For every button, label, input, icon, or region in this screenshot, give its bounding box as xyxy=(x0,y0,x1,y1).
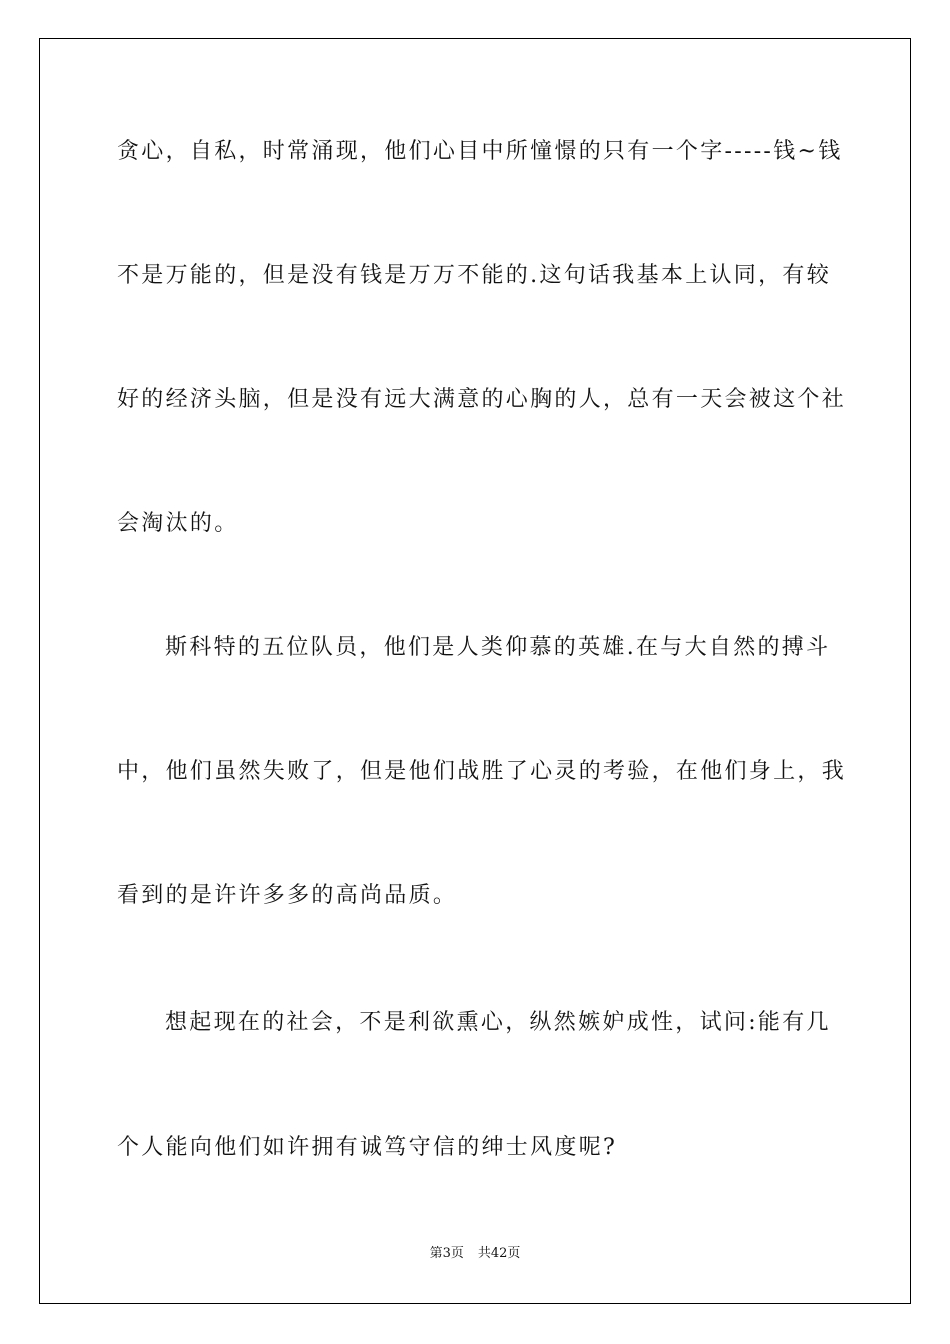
text-line: 会淘汰的。 xyxy=(117,511,239,536)
text-line: 斯科特的五位队员，他们是人类仰慕的英雄.在与大自然的搏斗 xyxy=(165,635,831,660)
page-footer xyxy=(0,1246,950,1262)
text-line: 好的经济头脑，但是没有远大满意的心胸的人，总有一天会被这个社 xyxy=(117,387,847,412)
page-total: 共42页 xyxy=(477,1246,521,1261)
page-number: 第3页 xyxy=(429,1246,464,1261)
text-line: 看到的是许许多多的高尚品质。 xyxy=(117,883,458,908)
text-line: 贪心，自私，时常涌现，他们心目中所憧憬的只有一个字-----钱~钱 xyxy=(117,139,843,164)
text-line: 不是万能的，但是没有钱是万万不能的.这句话我基本上认同，有较 xyxy=(117,263,831,288)
text-line: 想起现在的社会，不是利欲熏心，纵然嫉妒成性，试问:能有几 xyxy=(165,1010,831,1035)
text-line: 个人能向他们如许拥有诚笃守信的绅士风度呢? xyxy=(117,1135,618,1160)
text-line: 中，他们虽然失败了，但是他们战胜了心灵的考验，在他们身上，我 xyxy=(117,759,847,784)
page-border xyxy=(39,38,911,1304)
